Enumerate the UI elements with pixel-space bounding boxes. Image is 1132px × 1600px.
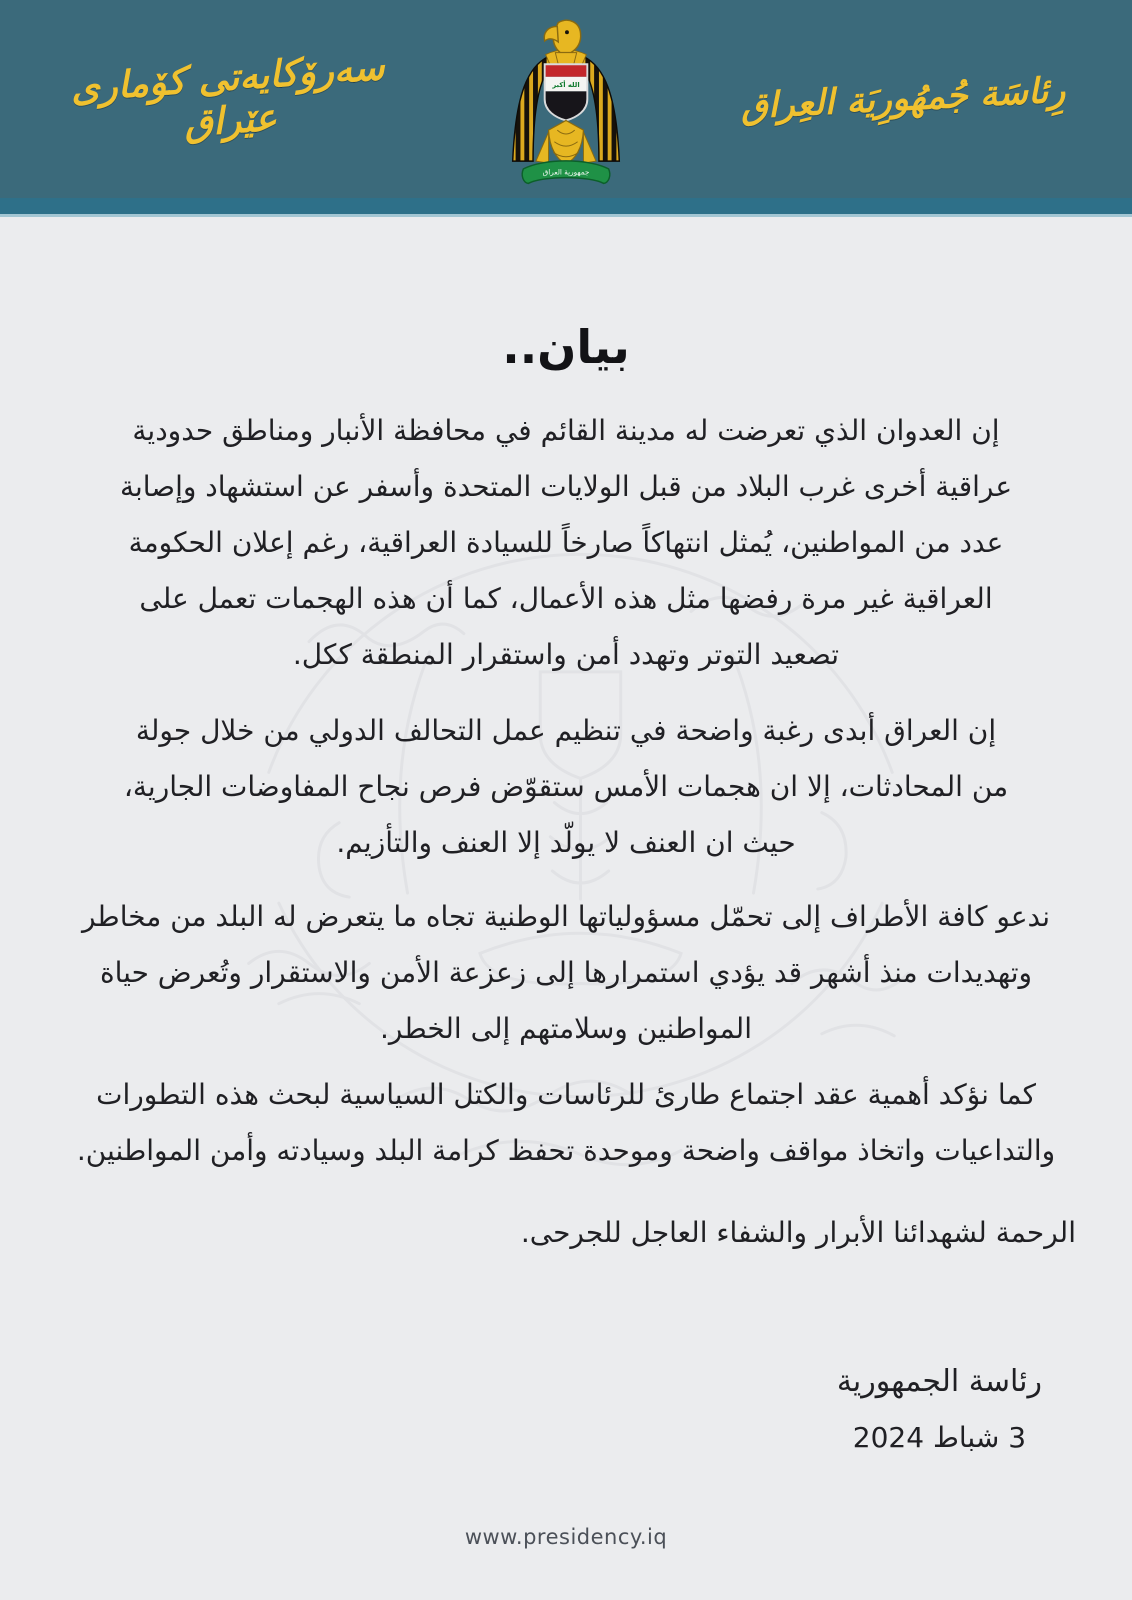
signature-date: 3 شباط 2024 bbox=[852, 1421, 1027, 1454]
paragraph-2 bbox=[56, 703, 1076, 871]
base-republic-text: جمهورية العراق bbox=[542, 167, 590, 177]
header-band bbox=[0, 0, 1132, 198]
kurdish-presidency-title: سەرۆکایەتی کۆماری عێراق bbox=[69, 45, 386, 146]
signature-block bbox=[837, 1359, 1042, 1459]
paragraph-1 bbox=[56, 403, 1076, 683]
paragraph-line: المواطنين وسلامتهم إلى الخطر. bbox=[380, 1012, 752, 1045]
paragraph-3 bbox=[56, 889, 1076, 1057]
signature-org: رئاسة الجمهورية bbox=[836, 1364, 1042, 1399]
paragraph-line: ندعو كافة الأطراف إلى تحمّل مسؤولياتها الوطنية تجاه ما يتعرض له البلد من مخاطر bbox=[81, 900, 1051, 933]
iraq-coat-of-arms-icon bbox=[503, 15, 629, 191]
arabic-presidency-title: رِئاسَة جُمهُورِيَة العِراق bbox=[739, 70, 1067, 128]
paragraph-line: العراقية غير مرة رفضها مثل هذه الأعمال، كما أن هذه الهجمات تعمل على bbox=[139, 582, 993, 615]
shield-takbir-text: الله أكبر bbox=[552, 81, 580, 90]
header-accent-line bbox=[0, 214, 1132, 217]
paragraph-line: عراقية أخرى غرب البلاد من قبل الولايات المتحدة وأسفر عن استشهاد وإصابة bbox=[119, 470, 1013, 503]
paragraph-line: إن العدوان الذي تعرضت له مدينة القائم في محافظة الأنبار ومناطق حدودية bbox=[132, 414, 1000, 447]
paragraph-line: تصعيد التوتر وتهدد أمن واستقرار المنطقة ككل. bbox=[292, 638, 840, 671]
paragraph-line: والتداعيات واتخاذ مواقف واضحة وموحدة تحفظ كرامة البلد وسيادته وأمن المواطنين. bbox=[76, 1134, 1056, 1167]
paragraph-line: حيث ان العنف لا يولّد إلا العنف والتأزيم. bbox=[336, 826, 796, 859]
paragraph-line: عدد من المواطنين، يُمثل انتهاكاً صارخاً للسيادة العراقية، رغم إعلان الحكومة bbox=[128, 526, 1004, 559]
paragraph-line: إن العراق أبدى رغبة واضحة في تنظيم عمل التحالف الدولي من خلال جولة bbox=[135, 714, 997, 747]
paragraph-line: وتهديدات منذ أشهر قد يؤدي استمرارها إلى زعزعة الأمن والاستقرار وتُعرض حياة bbox=[99, 956, 1033, 989]
statement-body bbox=[0, 319, 1132, 1549]
closing-line: الرحمة لشهدائنا الأبرار والشفاء العاجل للجرحى. bbox=[520, 1216, 1076, 1249]
paragraph-line: من المحادثات، إلا ان هجمات الأمس ستقوّض فرص نجاح المفاوضات الجارية، bbox=[123, 770, 1009, 803]
statement-title: بيان.. bbox=[502, 320, 630, 374]
paragraph-4 bbox=[56, 1067, 1076, 1179]
paragraph-line: كما نؤكد أهمية عقد اجتماع طارئ للرئاسات والكتل السياسية لبحث هذه التطورات bbox=[96, 1078, 1036, 1111]
header-accent-strip bbox=[0, 198, 1132, 214]
website-url: www.presidency.iq bbox=[464, 1525, 668, 1549]
